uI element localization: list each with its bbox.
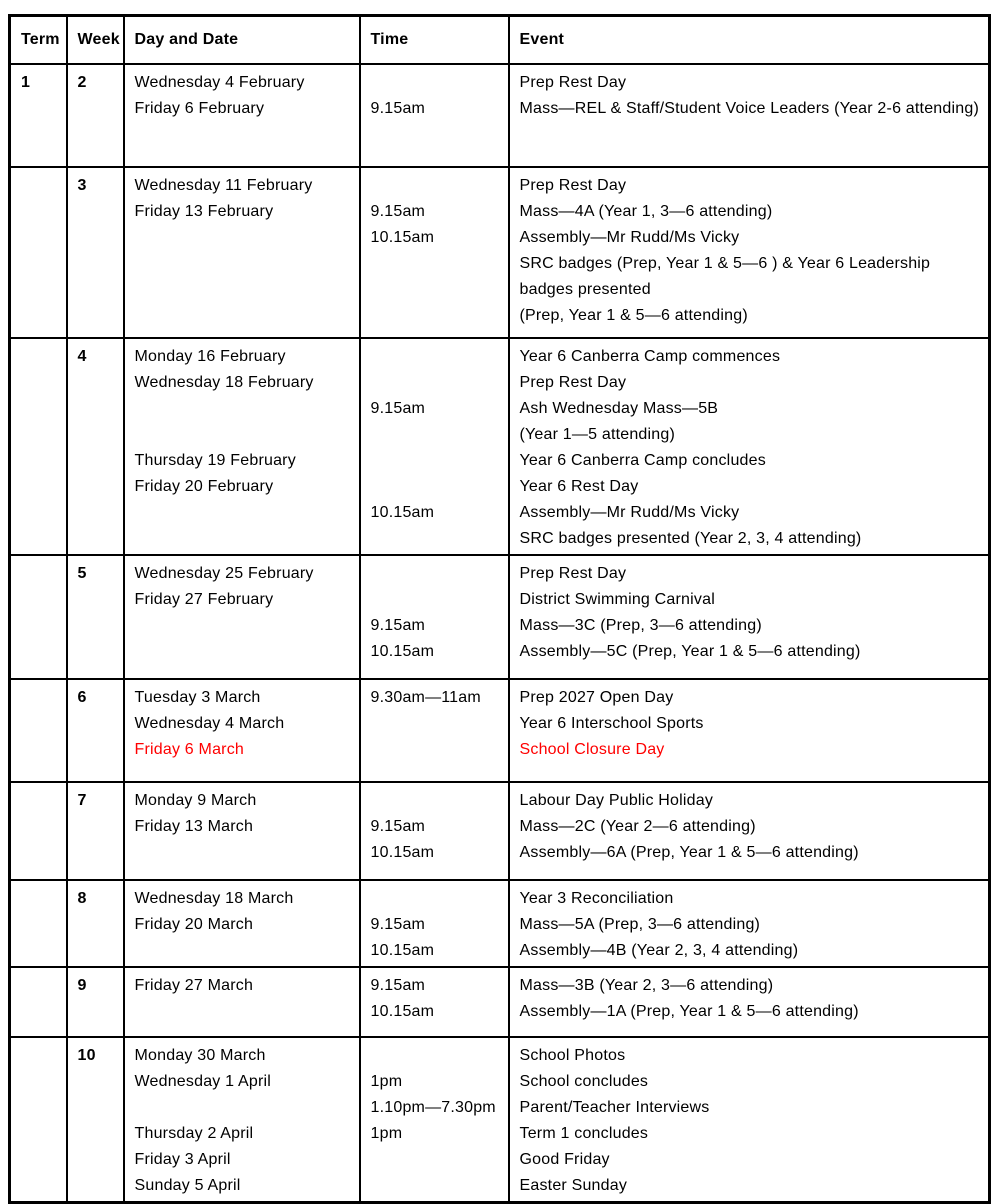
event-cell <box>509 782 990 880</box>
time-line: 1pm <box>370 1124 403 1142</box>
week-value: 2 <box>77 73 87 91</box>
time-line: 9.15am <box>370 202 426 220</box>
date-line: Tuesday 3 March <box>134 688 261 706</box>
term-cell <box>10 338 67 555</box>
event-line: School concludes <box>519 1072 649 1090</box>
event-line: Easter Sunday <box>519 1176 628 1194</box>
event-line: Mass—REL & Staff/Student Voice Leaders (Year 2-6 attending) <box>519 99 979 117</box>
column-header-time: Time <box>360 16 509 64</box>
date-line: Wednesday 25 February <box>134 564 314 582</box>
event-line: Prep Rest Day <box>519 373 627 391</box>
week-cell <box>67 555 124 679</box>
date-line: Friday 27 February <box>134 590 274 608</box>
date-line: Friday 20 March <box>134 915 254 933</box>
date-line: Wednesday 18 February <box>134 373 314 391</box>
event-line: Year 6 Interschool Sports <box>519 714 704 732</box>
date-line: Friday 3 April <box>134 1150 231 1168</box>
event-cell <box>509 167 990 338</box>
time-line <box>371 344 500 370</box>
term-cell <box>10 967 67 1037</box>
date-line <box>135 1095 351 1121</box>
event-line: Year 6 Canberra Camp concludes <box>519 451 766 469</box>
date-line: Monday 9 March <box>134 791 257 809</box>
week-value: 9 <box>77 976 87 994</box>
table-row <box>10 967 990 1037</box>
term-cell <box>10 555 67 679</box>
event-line: Year 6 Rest Day <box>519 477 639 495</box>
date-line: Monday 16 February <box>134 347 286 365</box>
event-line: Prep Rest Day <box>519 176 627 194</box>
date-line: Wednesday 1 April <box>134 1072 272 1090</box>
date-line: Wednesday 4 February <box>134 73 305 91</box>
column-header-term: Term <box>10 16 67 64</box>
date-line: Friday 6 February <box>134 99 265 117</box>
week-cell <box>67 782 124 880</box>
week-cell <box>67 64 124 167</box>
time-line: 9.15am <box>370 99 426 117</box>
event-line: Parent/Teacher Interviews <box>519 1098 710 1116</box>
table-row <box>10 64 990 167</box>
day-and-date-cell <box>124 967 360 1037</box>
event-line: (Year 1—5 attending) <box>519 425 676 443</box>
table-row <box>10 167 990 338</box>
day-and-date-cell <box>124 167 360 338</box>
week-value: 8 <box>77 889 87 907</box>
column-header-event: Event <box>509 16 990 64</box>
date-line: Friday 13 March <box>134 817 254 835</box>
table-header-row <box>10 16 990 64</box>
day-and-date-cell <box>124 1037 360 1203</box>
time-line: 9.15am <box>370 976 426 994</box>
time-line: 10.15am <box>370 642 435 660</box>
day-and-date-cell <box>124 555 360 679</box>
week-cell <box>67 1037 124 1203</box>
week-value: 5 <box>77 564 87 582</box>
event-line: Good Friday <box>519 1150 610 1168</box>
time-cell <box>360 338 509 555</box>
event-cell <box>509 64 990 167</box>
time-line: 10.15am <box>370 1002 435 1020</box>
time-line: 10.15am <box>370 843 435 861</box>
time-line: 10.15am <box>370 503 435 521</box>
week-cell <box>67 880 124 967</box>
date-line <box>135 422 351 448</box>
event-line: Prep Rest Day <box>519 564 627 582</box>
event-line: Year 3 Reconciliation <box>519 889 674 907</box>
time-line: 9.30am—11am <box>370 688 481 706</box>
event-line: Assembly—Mr Rudd/Ms Vicky <box>519 503 740 521</box>
date-line: Friday 20 February <box>134 477 274 495</box>
term-cell <box>10 167 67 338</box>
table-row <box>10 1037 990 1203</box>
term-cell <box>10 1037 67 1203</box>
event-cell <box>509 555 990 679</box>
table-body <box>10 64 990 1203</box>
term-cell <box>10 679 67 782</box>
week-value: 4 <box>77 347 87 365</box>
event-line: Mass—5A (Prep, 3—6 attending) <box>519 915 761 933</box>
event-cell <box>509 1037 990 1203</box>
date-line: Monday 30 March <box>134 1046 266 1064</box>
time-line: 9.15am <box>370 915 426 933</box>
event-line: SRC badges presented (Year 2, 3, 4 attending) <box>519 529 862 547</box>
time-cell <box>360 1037 509 1203</box>
time-line: 9.15am <box>370 616 426 634</box>
time-cell <box>360 967 509 1037</box>
term-cell <box>10 880 67 967</box>
event-line: Year 6 Canberra Camp commences <box>519 347 781 365</box>
event-line: Assembly—6A (Prep, Year 1 & 5—6 attending) <box>519 843 859 861</box>
time-line <box>371 587 500 613</box>
time-line <box>371 70 500 96</box>
time-line: 9.15am <box>370 817 426 835</box>
event-line: District Swimming Carnival <box>519 590 715 608</box>
time-line <box>371 474 500 500</box>
time-cell <box>360 782 509 880</box>
term-cell <box>10 64 67 167</box>
date-line: Friday 27 March <box>134 976 254 994</box>
week-cell <box>67 679 124 782</box>
term-calendar-table <box>8 14 991 1204</box>
time-line <box>371 788 500 814</box>
time-cell <box>360 167 509 338</box>
event-line: Assembly—Mr Rudd/Ms Vicky <box>519 228 740 246</box>
time-line <box>371 561 500 587</box>
date-line: Friday 13 February <box>134 202 274 220</box>
week-value: 3 <box>77 176 87 194</box>
date-line: Wednesday 11 February <box>134 176 313 194</box>
week-value: 10 <box>77 1046 96 1064</box>
week-cell <box>67 967 124 1037</box>
event-line: Labour Day Public Holiday <box>519 791 714 809</box>
time-line <box>371 1043 500 1069</box>
time-cell <box>360 64 509 167</box>
term-cell <box>10 782 67 880</box>
time-line <box>371 448 500 474</box>
event-line: Mass—3C (Prep, 3—6 attending) <box>519 616 762 634</box>
time-line <box>371 370 500 396</box>
table-row <box>10 555 990 679</box>
day-and-date-cell <box>124 782 360 880</box>
week-value: 6 <box>77 688 87 706</box>
event-line: Mass—4A (Year 1, 3—6 attending) <box>519 202 773 220</box>
event-line: Mass—3B (Year 2, 3—6 attending) <box>519 976 774 994</box>
table-row <box>10 679 990 782</box>
time-line: 9.15am <box>370 399 426 417</box>
column-header-day-and-date: Day and Date <box>124 16 360 64</box>
date-line: Thursday 2 April <box>134 1124 254 1142</box>
day-and-date-cell <box>124 64 360 167</box>
event-line: (Prep, Year 1 & 5—6 attending) <box>519 306 748 324</box>
event-line: School Photos <box>519 1046 626 1064</box>
time-line: 1pm <box>370 1072 403 1090</box>
event-line: Ash Wednesday Mass—5B <box>519 399 719 417</box>
time-cell <box>360 555 509 679</box>
time-line <box>371 173 500 199</box>
event-cell <box>509 338 990 555</box>
date-line: Friday 6 March <box>134 740 244 758</box>
event-line: Assembly—5C (Prep, Year 1 & 5—6 attending) <box>519 642 861 660</box>
event-line: Assembly—4B (Year 2, 3, 4 attending) <box>519 941 799 959</box>
date-line: Wednesday 4 March <box>134 714 285 732</box>
week-value: 7 <box>77 791 87 809</box>
week-cell <box>67 167 124 338</box>
event-line: Term 1 concludes <box>519 1124 649 1142</box>
table-row <box>10 782 990 880</box>
table-row <box>10 338 990 555</box>
day-and-date-cell <box>124 338 360 555</box>
date-line <box>135 396 351 422</box>
day-and-date-cell <box>124 880 360 967</box>
event-line: Mass—2C (Year 2—6 attending) <box>519 817 756 835</box>
event-cell <box>509 880 990 967</box>
date-line: Wednesday 18 March <box>134 889 294 907</box>
time-line: 1.10pm—7.30pm <box>370 1098 496 1116</box>
table-row <box>10 880 990 967</box>
time-line: 10.15am <box>370 941 435 959</box>
term-value: 1 <box>21 73 31 91</box>
time-line <box>371 886 500 912</box>
date-line: Thursday 19 February <box>134 451 296 469</box>
date-line: Sunday 5 April <box>134 1176 241 1194</box>
column-header-week: Week <box>67 16 124 64</box>
day-and-date-cell <box>124 679 360 782</box>
event-line: Prep 2027 Open Day <box>519 688 674 706</box>
event-line: School Closure Day <box>519 740 665 758</box>
time-cell <box>360 679 509 782</box>
time-line: 10.15am <box>370 228 435 246</box>
event-line: Prep Rest Day <box>519 73 627 91</box>
week-cell <box>67 338 124 555</box>
event-line: Assembly—1A (Prep, Year 1 & 5—6 attending) <box>519 1002 859 1020</box>
event-cell <box>509 967 990 1037</box>
event-cell <box>509 679 990 782</box>
time-line <box>371 422 500 448</box>
event-line: SRC badges (Prep, Year 1 & 5—6 ) & Year 6 Leadership badges presented <box>519 254 931 298</box>
time-cell <box>360 880 509 967</box>
